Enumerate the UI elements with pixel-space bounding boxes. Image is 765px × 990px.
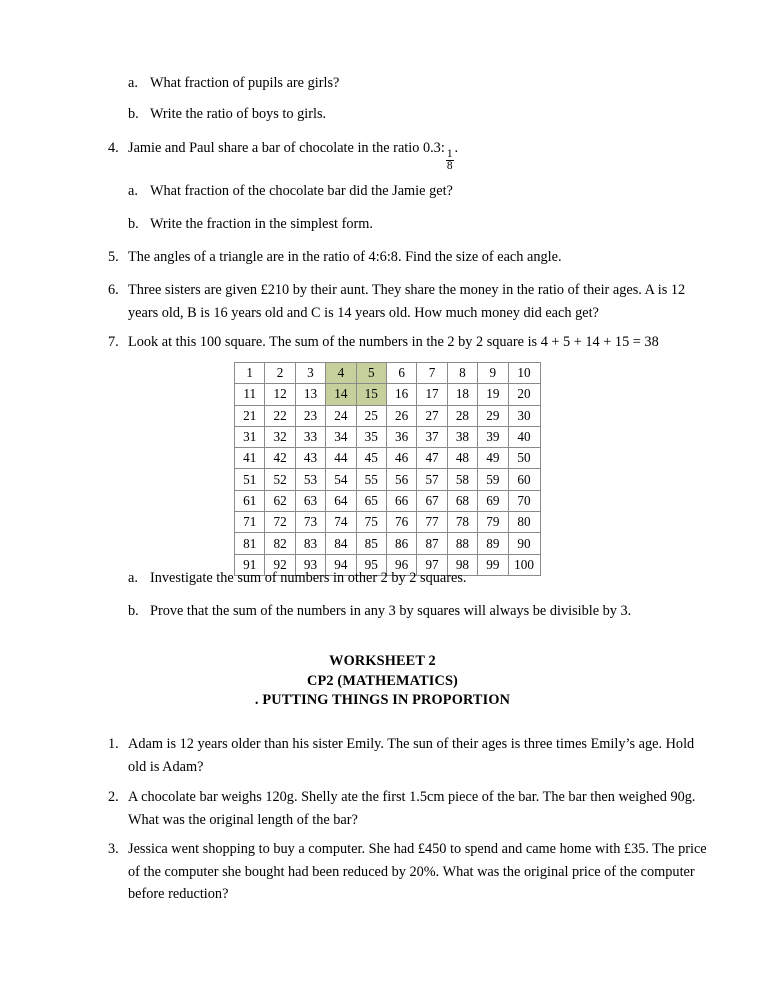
grid-cell-45: 45: [356, 448, 386, 469]
grid-cell-80: 80: [508, 512, 540, 533]
grid-cell-79: 79: [478, 512, 508, 533]
grid-cell-82: 82: [265, 533, 295, 554]
question-6: [108, 279, 708, 324]
grid-cell-31: 31: [235, 426, 265, 447]
grid-cell-46: 46: [386, 448, 416, 469]
grid-cell-30: 30: [508, 405, 540, 426]
grid-cell-37: 37: [417, 426, 447, 447]
grid-cell-13: 13: [295, 384, 325, 405]
table-row: [235, 533, 541, 554]
table-row: [235, 448, 541, 469]
grid-cell-24: 24: [326, 405, 356, 426]
grid-cell-3: 3: [295, 363, 325, 384]
grid-cell-60: 60: [508, 469, 540, 490]
grid-cell-86: 86: [386, 533, 416, 554]
list-item-marker: b.: [128, 603, 139, 619]
grid-cell-71: 71: [235, 512, 265, 533]
list-item-text: Look at this 100 square. The sum of the numbers in the 2 by 2 square is 4 + 5 + 14 + 15 = 38: [128, 334, 659, 350]
grid-cell-7: 7: [417, 363, 447, 384]
list-item-marker: 4.: [108, 140, 119, 156]
heading-line-title: WORKSHEET 2: [329, 653, 436, 669]
grid-cell-19: 19: [478, 384, 508, 405]
question-5: [108, 246, 708, 269]
grid-cell-74: 74: [326, 512, 356, 533]
grid-cell-2: 2: [265, 363, 295, 384]
grid-cell-29: 29: [478, 405, 508, 426]
list-item: [128, 567, 708, 590]
list-item: [128, 72, 708, 95]
grid-cell-53: 53: [295, 469, 325, 490]
grid-cell-16: 16: [386, 384, 416, 405]
list-item: [128, 103, 708, 126]
grid-cell-32: 32: [265, 426, 295, 447]
grid-cell-41: 41: [235, 448, 265, 469]
grid-cell-40: 40: [508, 426, 540, 447]
table-row: [235, 469, 541, 490]
list-item-text: Investigate the sum of numbers in other 2 by 2 squares.: [150, 570, 467, 586]
grid-cell-22: 22: [265, 405, 295, 426]
grid-cell-89: 89: [478, 533, 508, 554]
grid-cell-9: 9: [478, 363, 508, 384]
list-item-marker: b.: [128, 106, 139, 122]
list-item-marker: a.: [128, 183, 138, 199]
table-row: [235, 490, 541, 511]
list-item-marker: 2.: [108, 789, 119, 805]
grid-cell-8: 8: [447, 363, 477, 384]
grid-cell-58: 58: [447, 469, 477, 490]
list-item-text: [128, 137, 708, 173]
list-item-text: Write the ratio of boys to girls.: [150, 106, 327, 122]
grid-cell-42: 42: [265, 448, 295, 469]
section2-question-3: [108, 838, 708, 906]
grid-cell-78: 78: [447, 512, 477, 533]
hundred-square-table: [234, 362, 541, 576]
grid-cell-64: 64: [326, 490, 356, 511]
grid-cell-66: 66: [386, 490, 416, 511]
grid-cell-20: 20: [508, 384, 540, 405]
grid-cell-84: 84: [326, 533, 356, 554]
grid-cell-28: 28: [447, 405, 477, 426]
question-4-text-before: Jamie and Paul share a bar of chocolate in the ratio 0.3:: [128, 140, 445, 156]
grid-cell-36: 36: [386, 426, 416, 447]
section2-question-1: [108, 733, 708, 778]
grid-cell-57: 57: [417, 469, 447, 490]
grid-cell-76: 76: [386, 512, 416, 533]
grid-cell-92: 92: [265, 554, 295, 575]
grid-cell-18: 18: [447, 384, 477, 405]
list-item-text: Write the fraction in the simplest form.: [150, 216, 373, 232]
grid-cell-25: 25: [356, 405, 386, 426]
grid-cell-23: 23: [295, 405, 325, 426]
list-item-text: Three sisters are given £210 by their aunt. They share the money in the ratio of their ages. A is 12 years old, B is 16 years old and C is 14 years old. How much money did each get?: [128, 282, 686, 321]
table-row: [235, 512, 541, 533]
table-row: [235, 363, 541, 384]
grid-cell-11: 11: [235, 384, 265, 405]
section2-question-2: [108, 786, 708, 831]
question-4-text-after: .: [454, 140, 459, 156]
fraction-one-eighth: [446, 149, 454, 173]
list-item-text: What fraction of pupils are girls?: [150, 75, 340, 91]
grid-cell-26: 26: [386, 405, 416, 426]
grid-cell-56: 56: [386, 469, 416, 490]
list-item-marker: a.: [128, 570, 138, 586]
grid-cell-96: 96: [386, 554, 416, 575]
grid-cell-12: 12: [265, 384, 295, 405]
grid-cell-99: 99: [478, 554, 508, 575]
table-row: [235, 405, 541, 426]
grid-cell-81: 81: [235, 533, 265, 554]
grid-cell-21: 21: [235, 405, 265, 426]
question-7: [108, 331, 708, 354]
list-item-marker: 3.: [108, 841, 119, 857]
list-item-text: A chocolate bar weighs 120g. Shelly ate the first 1.5cm piece of the bar. The bar then weighed 90g. What was the original length of the bar?: [128, 789, 696, 828]
grid-cell-63: 63: [295, 490, 325, 511]
grid-cell-35: 35: [356, 426, 386, 447]
grid-cell-68: 68: [447, 490, 477, 511]
grid-cell-38: 38: [447, 426, 477, 447]
grid-cell-39: 39: [478, 426, 508, 447]
grid-cell-59: 59: [478, 469, 508, 490]
grid-cell-67: 67: [417, 490, 447, 511]
grid-cell-48: 48: [447, 448, 477, 469]
grid-cell-61: 61: [235, 490, 265, 511]
list-item: [128, 600, 708, 623]
grid-cell-88: 88: [447, 533, 477, 554]
grid-cell-97: 97: [417, 554, 447, 575]
grid-cell-50: 50: [508, 448, 540, 469]
list-item-marker: 5.: [108, 249, 119, 265]
list-item-text: The angles of a triangle are in the ratio of 4:6:8. Find the size of each angle.: [128, 249, 562, 265]
list-item: [128, 213, 708, 236]
grid-cell-90: 90: [508, 533, 540, 554]
fraction-denominator: 8: [446, 160, 453, 173]
grid-cell-95: 95: [356, 554, 386, 575]
table-row: [235, 426, 541, 447]
grid-cell-77: 77: [417, 512, 447, 533]
grid-cell-6: 6: [386, 363, 416, 384]
grid-cell-44: 44: [326, 448, 356, 469]
question-4: [108, 137, 708, 173]
grid-cell-94: 94: [326, 554, 356, 575]
grid-cell-33: 33: [295, 426, 325, 447]
grid-cell-49: 49: [478, 448, 508, 469]
grid-cell-85: 85: [356, 533, 386, 554]
grid-cell-93: 93: [295, 554, 325, 575]
grid-cell-54: 54: [326, 469, 356, 490]
worksheet-heading: [0, 652, 765, 711]
grid-cell-43: 43: [295, 448, 325, 469]
list-item-marker: b.: [128, 216, 139, 232]
grid-cell-52: 52: [265, 469, 295, 490]
grid-cell-70: 70: [508, 490, 540, 511]
list-item-marker: 1.: [108, 736, 119, 752]
list-item-text: Prove that the sum of the numbers in any 3 by squares will always be divisible by 3.: [150, 603, 632, 619]
list-item-text: Adam is 12 years older than his sister Emily. The sun of their ages is three times Emily’s age. Hold old is Adam?: [128, 736, 695, 775]
hundred-square-body: [235, 363, 541, 576]
grid-cell-5: 5: [356, 363, 386, 384]
grid-cell-72: 72: [265, 512, 295, 533]
grid-cell-75: 75: [356, 512, 386, 533]
grid-cell-17: 17: [417, 384, 447, 405]
list-item: [128, 180, 708, 203]
grid-cell-51: 51: [235, 469, 265, 490]
table-row: [235, 384, 541, 405]
grid-cell-47: 47: [417, 448, 447, 469]
grid-cell-73: 73: [295, 512, 325, 533]
list-item-marker: 7.: [108, 334, 119, 350]
grid-cell-65: 65: [356, 490, 386, 511]
grid-cell-91: 91: [235, 554, 265, 575]
grid-cell-14: 14: [326, 384, 356, 405]
grid-cell-27: 27: [417, 405, 447, 426]
grid-cell-1: 1: [235, 363, 265, 384]
heading-line-topic: . PUTTING THINGS IN PROPORTION: [254, 692, 511, 708]
grid-cell-83: 83: [295, 533, 325, 554]
grid-cell-87: 87: [417, 533, 447, 554]
grid-cell-10: 10: [508, 363, 540, 384]
list-item-text: What fraction of the chocolate bar did the Jamie get?: [150, 183, 453, 199]
grid-cell-62: 62: [265, 490, 295, 511]
grid-cell-55: 55: [356, 469, 386, 490]
list-item-marker: 6.: [108, 282, 119, 298]
grid-cell-15: 15: [356, 384, 386, 405]
grid-cell-4: 4: [326, 363, 356, 384]
fraction-numerator: 1: [446, 147, 453, 160]
list-item-text: Jessica went shopping to buy a computer. She had £450 to spend and came home with £35. The price of the computer she bought had been reduced by 20%. What was the original price of the computer before reduction?: [128, 841, 707, 902]
list-item-marker: a.: [128, 75, 138, 91]
grid-cell-98: 98: [447, 554, 477, 575]
grid-cell-69: 69: [478, 490, 508, 511]
grid-cell-34: 34: [326, 426, 356, 447]
heading-line-subject: CP2 (MATHEMATICS): [307, 672, 458, 689]
grid-cell-100: 100: [508, 554, 540, 575]
